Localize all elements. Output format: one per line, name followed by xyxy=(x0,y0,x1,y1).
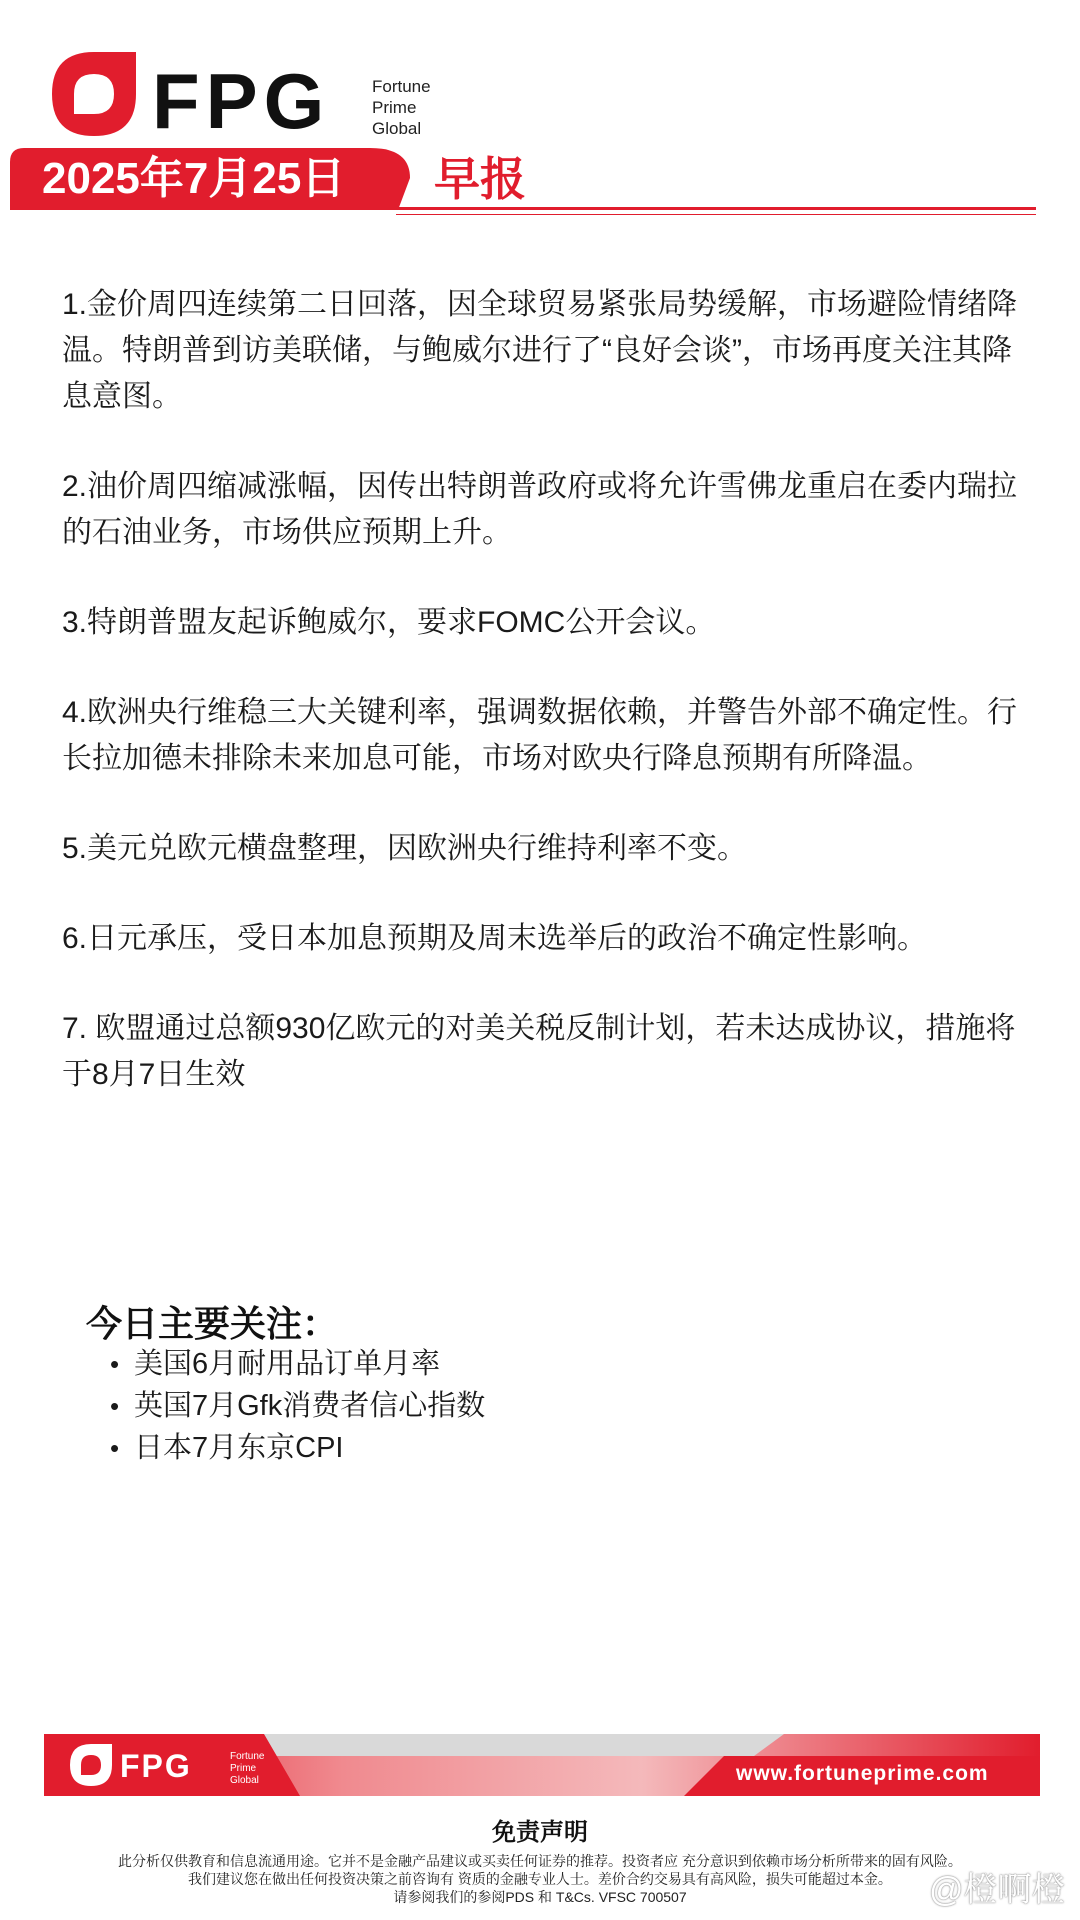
footer-logo-icon xyxy=(70,1744,112,1786)
news-item: 3.特朗普盟友起诉鲍威尔，要求FOMC公开会议。 xyxy=(62,606,716,639)
watermark xyxy=(893,1862,1066,1911)
news-item: 1.金价周四连续第二日回落，因全球贸易紧张局势缓解，市场避险情绪降温。特朗普到访美联储，与鲍威尔进行了“良好会谈”，市场再度关注其降息意图。 xyxy=(62,288,1018,413)
news-item: 4.欧洲央行维稳三大关键利率，强调数据依赖，并警告外部不确定性。行长拉加德未排除未来加息可能，市场对欧央行降息预期有所降温。 xyxy=(62,696,1018,775)
report-date: 2025年7月25日 xyxy=(42,154,346,203)
disclaimer-text: 此分析仅供教育和信息流通用途。它并不是金融产品建议或买卖任何证券的推荐。投资者应 充分意识到依赖市场分析所带来的固有风险。 我们建议您在做出任何投资决策之前咨询有 资质的金融专业人士。差价合约交易具有高风险，损失可能超过本金。 请参阅我们的参阅PDS 和 T&Cs. VFSC 700507 xyxy=(118,1853,962,1905)
focus-item: • 美国6月耐用品订单月率 xyxy=(110,1343,485,1385)
brand-subtitle: Fortune Prime Global xyxy=(372,77,431,138)
news-item: 7. 欧盟通过总额930亿欧元的对美关税反制计划，若未达成协议，措施将于8月7日生效 xyxy=(62,1012,1016,1091)
website-link[interactable]: www.fortuneprime.com xyxy=(736,1762,989,1785)
news-item: 2.油价周四缩减涨幅，因传出特朗普政府或将允许雪佛龙重启在委内瑞拉的石油业务，市场供应预期上升。 xyxy=(62,470,1018,549)
weibo-icon xyxy=(893,1871,925,1903)
news-item: 5.美元兑欧元横盘整理，因欧洲央行维持利率不变。 xyxy=(62,832,748,865)
footer-brand: FPG xyxy=(120,1748,192,1784)
focus-item: • 英国7月Gfk消费者信心指数 xyxy=(110,1385,485,1427)
focus-item: • 日本7月东京CPI xyxy=(110,1427,485,1469)
footer-brand-subtitle: Fortune Prime Global xyxy=(230,1751,265,1786)
focus-title: 今日主要关注： xyxy=(86,1303,339,1344)
header-divider-thin xyxy=(396,214,1036,215)
header-divider xyxy=(396,207,1036,210)
news-item: 6.日元承压，受日本加息预期及周末选举后的政治不确定性影响。 xyxy=(62,922,928,955)
watermark-text: @橙啊橙 xyxy=(929,1871,1066,1909)
news-list xyxy=(62,282,1022,1142)
focus-list xyxy=(110,1343,485,1469)
report-label: 早报 xyxy=(434,153,526,205)
brand-name: FPG xyxy=(152,57,331,145)
fpg-logo-icon xyxy=(52,52,136,136)
disclaimer-title: 免责声明 xyxy=(492,1819,588,1846)
